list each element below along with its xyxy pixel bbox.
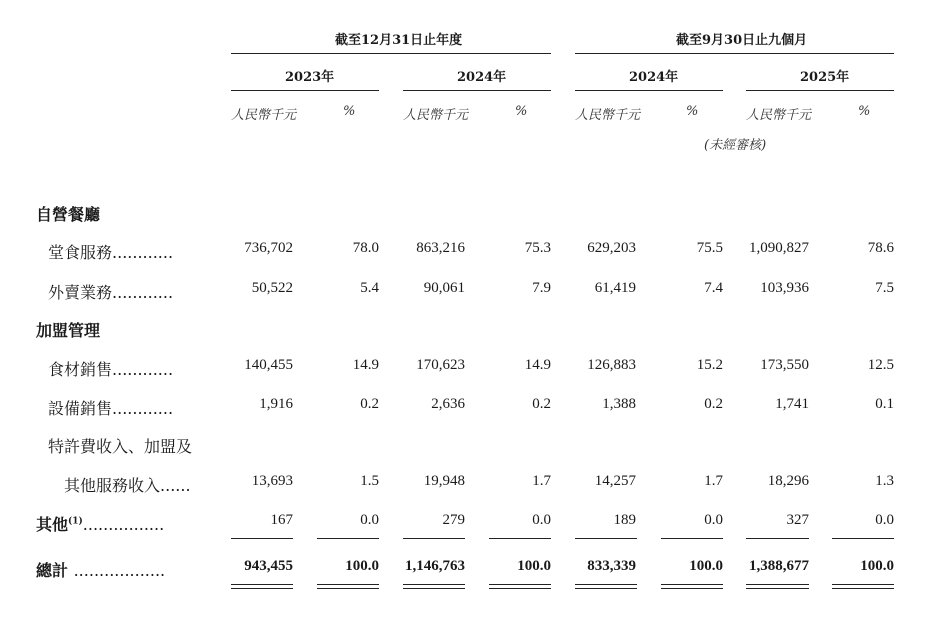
value-cell: 14.9 xyxy=(352,357,379,373)
value-cell: 14.9 xyxy=(524,357,551,373)
group-header-nine-months-rule xyxy=(575,53,894,54)
subtotal-rule xyxy=(489,538,551,539)
section-title-franchise: 加盟管理 xyxy=(36,321,101,340)
group-header-year: 截至12月31日止年度 xyxy=(335,33,463,48)
value-cell: 5.4 xyxy=(360,280,379,296)
total-double-rule xyxy=(489,584,551,585)
value-cell: 19,948 xyxy=(423,473,465,489)
unit-pct-header: % xyxy=(858,104,871,119)
total-double-rule xyxy=(231,584,293,585)
value-cell: 0.1 xyxy=(875,396,894,412)
value-cell: 7.5 xyxy=(875,280,894,296)
subtotal-rule xyxy=(832,538,894,539)
total-double-rule xyxy=(489,588,551,589)
subtotal-rule xyxy=(231,538,293,539)
row-label-other: 其他$^{(1)}$................ xyxy=(36,515,165,534)
value-cell: 61,419 xyxy=(594,280,636,296)
value-cell: 167 xyxy=(270,512,293,528)
value-cell: 1,388 xyxy=(602,396,636,412)
value-cell: 12.5 xyxy=(867,357,894,373)
total-double-rule xyxy=(661,588,723,589)
total-double-rule xyxy=(575,584,637,585)
subtotal-rule xyxy=(317,538,379,539)
value-cell: 7.4 xyxy=(704,280,723,296)
year-rule xyxy=(403,90,551,91)
value-cell: 7.9 xyxy=(532,280,551,296)
total-value-cell: 100.0 xyxy=(860,558,894,574)
value-cell: 140,455 xyxy=(244,357,293,373)
subtotal-rule xyxy=(746,538,809,539)
section-title-self-operated: 自營餐廳 xyxy=(36,205,101,224)
value-cell: 1,090,827 xyxy=(749,240,809,256)
value-cell: 50,522 xyxy=(251,280,293,296)
row-label: 外賣業務............ xyxy=(48,283,174,302)
value-cell: 103,936 xyxy=(760,280,809,296)
total-double-rule xyxy=(231,588,293,589)
value-cell: 736,702 xyxy=(244,240,293,256)
value-cell: 0.2 xyxy=(360,396,379,412)
value-cell: 0.2 xyxy=(532,396,551,412)
value-cell: 75.3 xyxy=(524,240,551,256)
unit-pct-header: % xyxy=(343,104,356,119)
total-double-rule xyxy=(317,584,379,585)
group-header-year-rule xyxy=(231,53,551,54)
value-cell: 0.2 xyxy=(704,396,723,412)
year-rule xyxy=(231,90,379,91)
unit-rmb-header: 人民幣千元 xyxy=(231,108,297,123)
total-value-cell: 943,455 xyxy=(244,558,293,574)
total-double-rule xyxy=(746,584,809,585)
total-double-rule xyxy=(403,588,465,589)
value-cell: 170,623 xyxy=(416,357,465,373)
value-cell: 2,636 xyxy=(431,396,465,412)
value-cell: 1.3 xyxy=(875,473,894,489)
year-header: 2024年 xyxy=(629,70,679,85)
subtotal-rule xyxy=(575,538,637,539)
group-header-nine-months: 截至9月30日止九個月 xyxy=(676,33,808,48)
unit-pct-header: % xyxy=(515,104,528,119)
total-double-rule xyxy=(317,588,379,589)
unit-pct-header: % xyxy=(686,104,699,119)
value-cell: 1.5 xyxy=(360,473,379,489)
unit-rmb-header: 人民幣千元 xyxy=(403,108,469,123)
value-cell: 1,741 xyxy=(775,396,809,412)
year-header: 2025年 xyxy=(800,70,850,85)
total-value-cell: 1,146,763 xyxy=(405,558,465,574)
value-cell: 14,257 xyxy=(594,473,636,489)
total-double-rule xyxy=(832,584,894,585)
row-label: 設備銷售............ xyxy=(48,399,174,418)
value-cell: 0.0 xyxy=(875,512,894,528)
row-label: 堂食服務............ xyxy=(48,243,174,262)
value-cell: 279 xyxy=(442,512,465,528)
row-label: 其他服務收入...... xyxy=(64,476,191,495)
value-cell: 90,061 xyxy=(423,280,465,296)
total-double-rule xyxy=(661,584,723,585)
total-value-cell: 100.0 xyxy=(517,558,551,574)
total-value-cell: 1,388,677 xyxy=(749,558,809,574)
subtotal-rule xyxy=(403,538,465,539)
value-cell: 173,550 xyxy=(760,357,809,373)
year-header: 2023年 xyxy=(285,70,335,85)
value-cell: 0.0 xyxy=(360,512,379,528)
unit-rmb-header: 人民幣千元 xyxy=(746,108,812,123)
total-double-rule xyxy=(403,584,465,585)
value-cell: 1.7 xyxy=(704,473,723,489)
year-header: 2024年 xyxy=(457,70,507,85)
row-label: 食材銷售............ xyxy=(48,360,174,379)
value-cell: 18,296 xyxy=(767,473,809,489)
value-cell: 327 xyxy=(786,512,809,528)
subtotal-rule xyxy=(661,538,723,539)
value-cell: 1,916 xyxy=(259,396,293,412)
total-double-rule xyxy=(575,588,637,589)
value-cell: 0.0 xyxy=(532,512,551,528)
value-cell: 1.7 xyxy=(532,473,551,489)
value-cell: 13,693 xyxy=(251,473,293,489)
year-rule xyxy=(746,90,894,91)
value-cell: 78.0 xyxy=(352,240,379,256)
total-value-cell: 833,339 xyxy=(587,558,636,574)
value-cell: 189 xyxy=(613,512,636,528)
total-double-rule xyxy=(832,588,894,589)
total-double-rule xyxy=(746,588,809,589)
value-cell: 75.5 xyxy=(696,240,723,256)
value-cell: 126,883 xyxy=(587,357,636,373)
unaudited-note: (未經審核) xyxy=(704,138,767,153)
total-value-cell: 100.0 xyxy=(345,558,379,574)
year-rule xyxy=(575,90,723,91)
value-cell: 0.0 xyxy=(704,512,723,528)
value-cell: 863,216 xyxy=(416,240,465,256)
unit-rmb-header: 人民幣千元 xyxy=(575,108,641,123)
value-cell: 78.6 xyxy=(867,240,894,256)
value-cell: 15.2 xyxy=(696,357,723,373)
value-cell: 629,203 xyxy=(587,240,636,256)
row-label-line1: 特許費收入、加盟及 xyxy=(48,437,193,456)
row-label-total: 總計 .................. xyxy=(36,561,166,580)
total-value-cell: 100.0 xyxy=(689,558,723,574)
